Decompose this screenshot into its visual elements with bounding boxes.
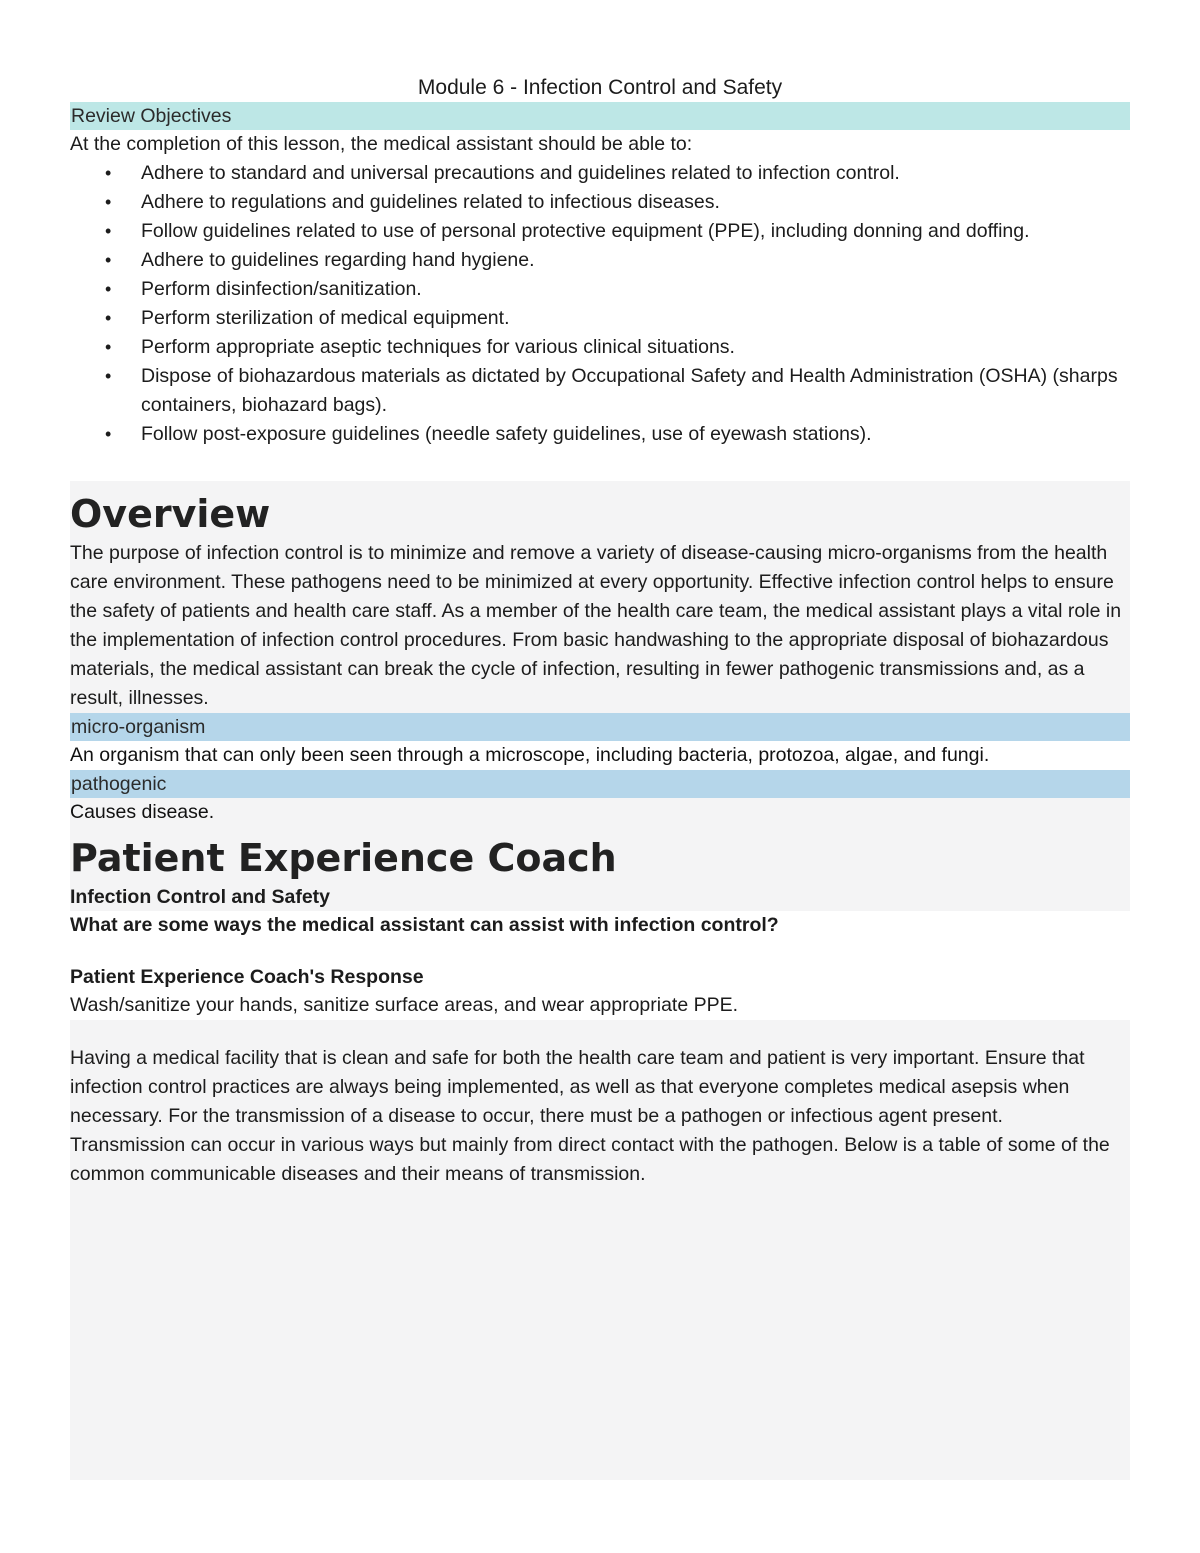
- list-item: • Follow post-exposure guidelines (needle safety guidelines, use of eyewash stations).: [70, 420, 1130, 449]
- bullet-icon: •: [105, 192, 112, 212]
- coach-response-heading: Patient Experience Coach's Response: [70, 966, 424, 988]
- transmission-section: [70, 1020, 1130, 1480]
- coach-question: What are some ways the medical assistant can assist with infection control?: [70, 914, 779, 936]
- list-item: • Perform sterilization of medical equipment.: [70, 304, 1130, 333]
- bullet-icon: •: [105, 337, 112, 357]
- review-objectives-heading: Review Objectives: [70, 102, 1130, 130]
- list-item: • Perform disinfection/sanitization.: [70, 275, 1130, 304]
- glossary-term-pathogenic: pathogenic: [70, 770, 1130, 798]
- document-title: Module 6 - Infection Control and Safety: [417, 76, 783, 99]
- document-page: [70, 74, 1130, 1480]
- list-item: • Adhere to regulations and guidelines related to infectious diseases.: [70, 188, 1130, 217]
- spacer: [70, 939, 1130, 963]
- overview-paragraph: The purpose of infection control is to minimize and remove a variety of disease-causing micro-organisms from the health care environment. These pathogens need to be minimized at every opportunity. Effective infection control helps to ensure the safety of patients and health care staff. As a member of the health care team, the medical assistant plays a vital role in the implementation of infection control procedures. From basic handwashing to the appropriate disposal of biohazardous materials, the medical assistant can break the cycle of infection, resulting in fewer pathogenic transmissions and, as a result, illnesses.: [70, 542, 1122, 709]
- overview-heading: Overview: [70, 492, 271, 536]
- coach-topic: Infection Control and Safety: [70, 886, 331, 908]
- objectives-list: [70, 159, 1130, 449]
- coach-section: [70, 827, 1130, 911]
- list-item: • Follow guidelines related to use of personal protective equipment (PPE), including donning and doffing.: [70, 217, 1130, 246]
- coach-response: Wash/sanitize your hands, sanitize surface areas, and wear appropriate PPE.: [70, 994, 739, 1016]
- body-paragraph-2: Transmission can occur in various ways but mainly from direct contact with the pathogen. Below is a table of some of the common communicable diseases and their means of transmission.: [70, 1134, 1110, 1185]
- list-item: • Adhere to guidelines regarding hand hygiene.: [70, 246, 1130, 275]
- bullet-icon: •: [105, 163, 112, 183]
- objectives-intro: At the completion of this lesson, the medical assistant should be able to:: [70, 133, 693, 155]
- bullet-icon: •: [105, 250, 112, 270]
- list-item: • Dispose of biohazardous materials as dictated by Occupational Safety and Health Administration (OSHA) (sharps containers, biohazard bags).: [70, 362, 1130, 420]
- overview-section: [70, 481, 1130, 713]
- bullet-icon: •: [105, 279, 112, 299]
- coach-heading: Patient Experience Coach: [70, 836, 617, 880]
- bullet-icon: •: [105, 221, 112, 241]
- list-item: • Adhere to standard and universal precautions and guidelines related to infection control.: [70, 159, 1130, 188]
- bullet-icon: •: [105, 366, 112, 386]
- glossary-term-micro-organism: micro-organism: [70, 713, 1130, 741]
- body-paragraph-1: Having a medical facility that is clean and safe for both the health care team and patient is very important. Ensure that infection control practices are always being implemented, as well as that everyone completes medical asepsis when necessary. For the transmission of a disease to occur, there must be a pathogen or infectious agent present.: [70, 1047, 1085, 1127]
- glossary-definition-micro-organism: An organism that can only been seen through a microscope, including bacteria, protozoa, algae, and fungi.: [70, 744, 990, 766]
- bullet-icon: •: [105, 424, 112, 444]
- bullet-icon: •: [105, 308, 112, 328]
- glossary-definition-pathogenic: Causes disease.: [70, 798, 1130, 827]
- spacer: [70, 1020, 1130, 1044]
- list-item: • Perform appropriate aseptic techniques for various clinical situations.: [70, 333, 1130, 362]
